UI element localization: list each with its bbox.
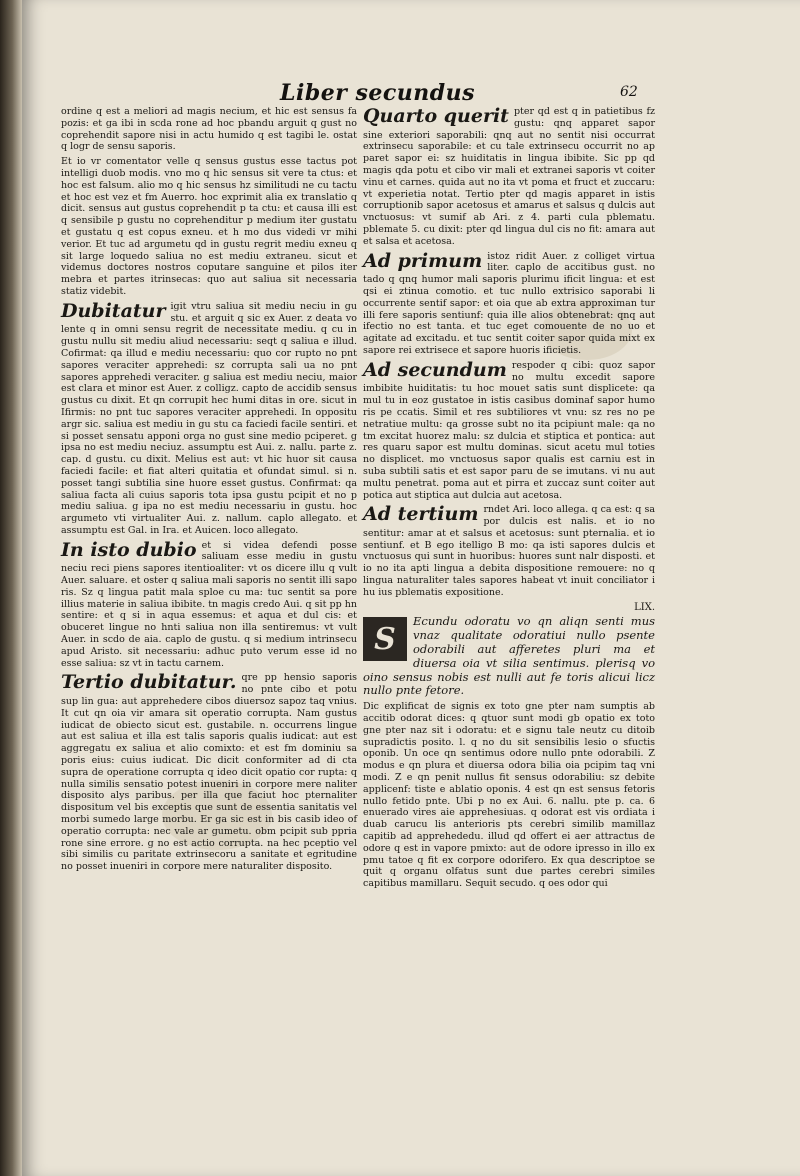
running-head: Liber secundus: [280, 80, 475, 106]
paragraph-text: qre pp hensio saporis no pnte cibo et potu sup lin gua: aut apprehedere cibos diuersoz sapoz taq vnius. It cut qn oia vir amara sit operatio corrupta. Nam gustus iudicat de obiecto sicut est. gustabile. n. occurrens lingue aut est saliua et illa est talis saporis qualis iudicat: aut est aggregatu ex saliua et alio comixto: et est fm dominiu sa poris eius: cuius iudicat. Dic dicit conformiter ad di cta supra de operatione corrupta q ideo dicit opatio cor rupta: q nulla similis sensatio potest inueniri in corpore mere naliter disposito alys paribus. per illa que faciut hoc pternaliter dispositum vel bis exceptis que sunt de essentia sanitatis vel morbi sumedo large morbu. Er ga sic est in bis casib ideo of operatio corrupta: nec vale ar gumetu. obm pcipit sub ppria rone sine errore. g no est actio corrupta. na hec pceptio vel sibi similis cu paritate extrinsecoru a sanitate et egritudine no posset inueniri in corpore mere naturaliter disposito.: [61, 672, 357, 873]
lead-words: In isto dubio: [61, 538, 197, 561]
lead-words: Ad primum: [363, 249, 483, 272]
lead-words: Dubitatur: [61, 299, 166, 322]
paragraph-text: rndet Ari. loco allega. q ca est: q sa por dulcis est nalis. et io no sentitur: amar at et salsus et acetosus: sunt pternalia. et io sentiunf. et B ego itelligo B mo: qa isti sapores dulcis et vnctuosus qui sunt in huoribus: huores sunt nalr disposti. et io no ita apti lingua a debita dispositione remouere: no q lingua naturaliter tales sapores habeat vt inuit conciliator i hu ius pblematis expositione.: [363, 504, 655, 598]
section-text: Ecundu odoratu vo qn aliqn senti mus vnaz qualitate odoratiui nullo psente odorabili aut afferetes pluri ma et diuersa oia vt silia sentimus. plerisq vo oino sensus nobis est nulli aut fe toris alicui licz nullo pnte fetore.: [363, 614, 655, 698]
paragraph: [61, 672, 357, 873]
left-column: [61, 106, 357, 876]
decorated-initial: [363, 617, 407, 661]
lead-words: Ad tertium: [363, 503, 479, 526]
paragraph-text: istoz ridit Auer. z colliget virtua liter. caplo de accitibus gust. no tado q qnq humor mali saporis plurimu ificit lingua: et est qsi ei ztinua comotio. et tuc nullo extrisico saporabi li occurrente sentif sapor: et oia que ab extra approximan tur illi fere saporis sentiunf: quia ille alios obtenebrat: qnq aut ifectio no est tanta. et tuc eget comouente de no uo et agitate ad excitadu. et tuc sentit coiter sapor quida mixt ex sapore rei extrisece et sapore huoris ificietis.: [363, 250, 655, 356]
paragraph: [61, 301, 357, 537]
right-column: [363, 106, 655, 893]
folio-number: 62: [620, 84, 638, 100]
paragraph: Et io vr comentator velle q sensus gustus esse tactus pot intelligi duob modis. vno mo q hic sensus sit vere ta ctus: et hoc est falsum. alio mo q hic sensus hz similitudi ne cu tactu et hoc est vez et fm Auerro. hoc exprimit alia ex translatio q dicit. sensus aut gustus coprehendit p ta ctu: et causa illi est q sensibile p gustu no coprehenditur p medium iter gustatu et gustatu q est copus exneu. et h mo dus videdi vr mihi verior. Et tuc ad argumetu qd in gustu regrit mediu exneu q sit large loquedo saliua no est mediu extraneu. sicut et videmus doctores nostros coputare sanguine et pilos iter mebra et partes itrinsecas: quo aut saliua sit necessaria statiz videbit.: [61, 156, 357, 297]
lead-words: Tertio dubitatur.: [61, 671, 237, 694]
paragraph: [363, 106, 655, 248]
paragraph-text: respoder q cibi: quoz sapor no multu excedit sapore imbibite huiditatis: tu hoc mouet satis sunt displicete: qa mul tu in eoz gustatoe in istis casibus dominaf sapor humo ris pe ccatis. Simil et res subtiliores vt vnu: sz res no pe netratiue multu: qa grosse subt no ita pcipiunt male: qa no tm excitat huorez malu: sz dulcia et stiptica et pontica: aut res quaru sapor est multu dominas. sicut acetu mul toties no displicet. mo vnctuosus sapor qualis est carniu est in suba subtili satis et est sapor paru de se imutans. vi nu aut multu penetrat. poma aut et pirra et zuccaz sunt coiter aut potica aut stiptica aut dulcia aut acetosa.: [363, 359, 655, 501]
paragraph: [61, 540, 357, 670]
paragraph: [363, 251, 655, 357]
section-opening: [363, 615, 655, 698]
paragraph-text: pter qd est q in patietibus fz gustu: qnq apparet sapor sine exteriori saporabili: qnq aut no sentit nisi occurrat extrinsecu saporabile: et cu tale extrinsecu occurrit no ap paret sapor ei: sz huiditatis in lingua ibibite. Sic pp qd magis qda potu et cibo vir mali et extranei saporis vt coiter vinu et carnes. quida aut no ita vt poma et fruct et zuccaru: vt experietia notat. Tertio pter qd magis apparet in istis corruptionib sapor acetosus et amarus et salsus q dulcis aut vnctuosus: vt sumif ab Ari. z 4. parti cula pblematu. pblemate 5. cu dixit: pter qd lingua dul cis no fit: amara aut et salsa et acetosa.: [363, 106, 655, 247]
paragraph-text: et si videa defendi posse saliuam esse mediu in gustu neciu reci piens sapores itentioaliter: vt os dicere illu q vult Auer. saluare. et oster q saliua mali saporis no sentit illi sapo ris. Sz q lingua patit mala sploe cu ma: tuc sentit sa pore illius materie in saliua ibibite. tn magis credo Aui. q sit pp hn sentire: et q si in aqua essemus: et aqua et dul cis: et obuceret lingue no hnti saliua non illa sentiremus: vt vult Auer. in scdo de aia. caplo de gustu. q si medium intrinsecu apud Aristo. sit necessariu: adhuc puto verum esse id no esse saliua: sz vt in tactu carnem.: [61, 539, 357, 669]
chapter-number: LIX.: [634, 601, 655, 613]
paragraph: Dic explificat de signis ex toto gne pter nam sumptis ab accitib odorat dices: q qtuor sunt modi gb opatio ex toto gne pter naz sit i odoratu: et e signu tale neutz cu ditoib supradictis posito. l. q no du sit sensibilis lesio o sfuctis oponib. Un oce qn sentimus odore nullo pnte odorabili. Z modus e qn plura et diuersa odora bilia oia pcipim taq vni modi. Z e qn penit nullus fit sensus odorabiliu: sz debite applicenf: tiste e ablatio oponis. 4 est qn est sensus fetoris nullo fetido pnte. Ubi p no ex Aui. 6. nallu. pte p. ca. 6 enuerado vires aie apprehesiuas. q odorat est vis ordiata i duab carucu lis anterioris pts cerebri similib mamillaz capitib ad apprehededu. illud qd offert ei aer attractus de odore q est in vapore pmixto: aut de odore ipresso in illo ex pmu tatoe q fit ex corpore odorifero. Ex qua descriptoe se quit q organu olfatus sunt due partes cerebri similes capitibus mamillaru. Sequit secudo. q oes odor qui: [363, 701, 655, 890]
previous-page-edge: [0, 0, 22, 1176]
paragraph: [363, 360, 655, 502]
paragraph: [363, 504, 655, 598]
paragraph-text: igit vtru saliua sit mediu neciu in gu stu. et arguit q sic ex Auer. z deata vo lente q in omni sensu regrit de necessitate mediu. q cu in gustu nullu sit mediu aliud necessariu: seqt q saliua e illud. Cofirmat: qa illud e mediu necessariu: quo cor rupto no pnt sapores veraciter apprehedi: sz corrupta sali ua no pnt sapores apprehedi veraciter. g saliua est mediu neciu, maior est clara et minor est Auer. z colligz. capto de accidib sensus gustus cu dixit. Et qn corrupit hec humi ditas in ore. sicut in Ifirmis: no pnt tuc sapores veraciter apprehedi. In oppositu argr sic. saliua est mediu in gu stu ca faciedi facile sentiri. et si posset sensatu apponi orga no gust sine medio pciperet. g ipsa no est mediu neciuz. assumptu est Aui. z. nallu. parte z. cap. d gustu. cu dixit. Melius est aut: vt hic huor sit causa faciedi facile: et fiat alteri quitatia et ofundat simul. si n. posset tangi subtilia sine huore esset gustus. Confirmat: qa saliua facta ali cuius saporis tota ipsa gustu pcipit et no p mediu saliua. g ipa no est mediu necessariu in gustu. hoc argumeto vti virtualiter Aui. z. nallum. caplo allegato. et assumptu est Gal. in Ira. et Auicen. loco allegato.: [61, 300, 357, 536]
lead-words: Ad secundum: [363, 358, 507, 381]
initial-letter: S: [374, 621, 396, 657]
paragraph: ordine q est a meliori ad magis necium, et hic est sensus fa pozis: et ga ibi in scda rone ad hoc pbandu arguit q gust no coprehendit sapore nisi in actu humido q est tagibi le. ostat q logr de sensu saporis.: [61, 106, 357, 153]
lead-words: Quarto querit: [363, 105, 509, 127]
